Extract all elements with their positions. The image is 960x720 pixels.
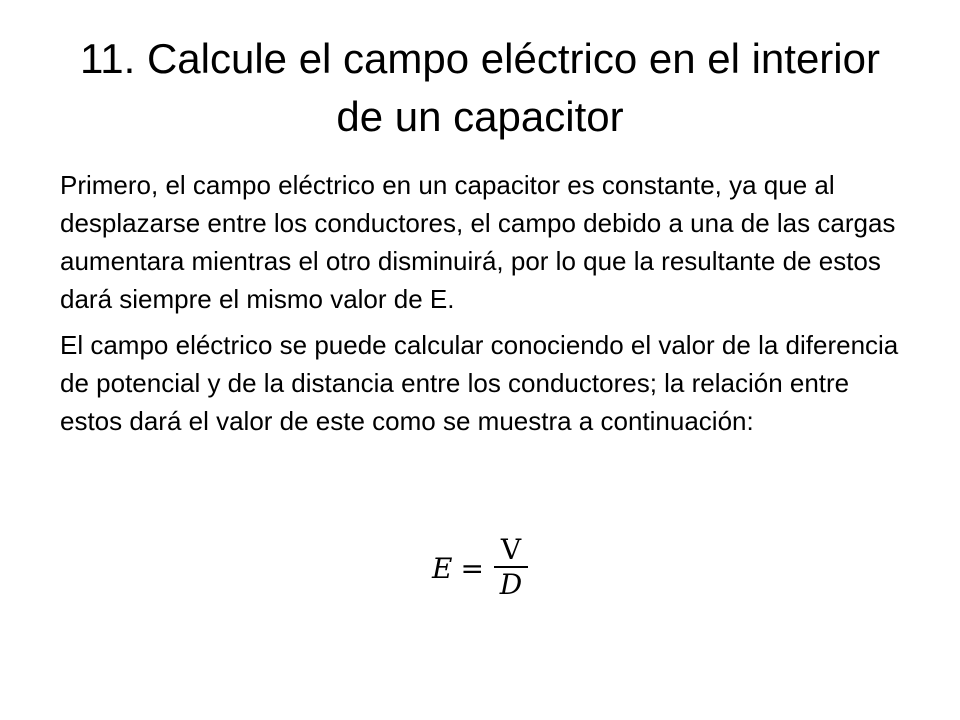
formula-equals: = [460, 551, 484, 585]
formula-fraction [494, 534, 528, 602]
formula-numerator: V [500, 533, 522, 566]
formula-denominator: D [499, 568, 523, 601]
paragraph-2: El campo eléctrico se puede calcular conociendo el valor de la diferencia de potencial y de la distancia entre los conductores; la relación entre estos dará el valor de este como se muestra a continuación: [60, 330, 899, 436]
formula-lhs: E [432, 551, 453, 585]
electric-field-formula [0, 534, 960, 602]
slide-title: 11. Calcule el campo eléctrico en el interior de un capacitor [80, 35, 880, 140]
paragraph-1: Primero, el campo eléctrico en un capacitor es constante, ya que al desplazarse entre los conductores, el campo debido a una de las cargas aumentara mientras el otro disminuirá, por lo que la resultante de estos dará siempre el mismo valor de E. [60, 170, 896, 314]
slide-body [60, 166, 910, 448]
